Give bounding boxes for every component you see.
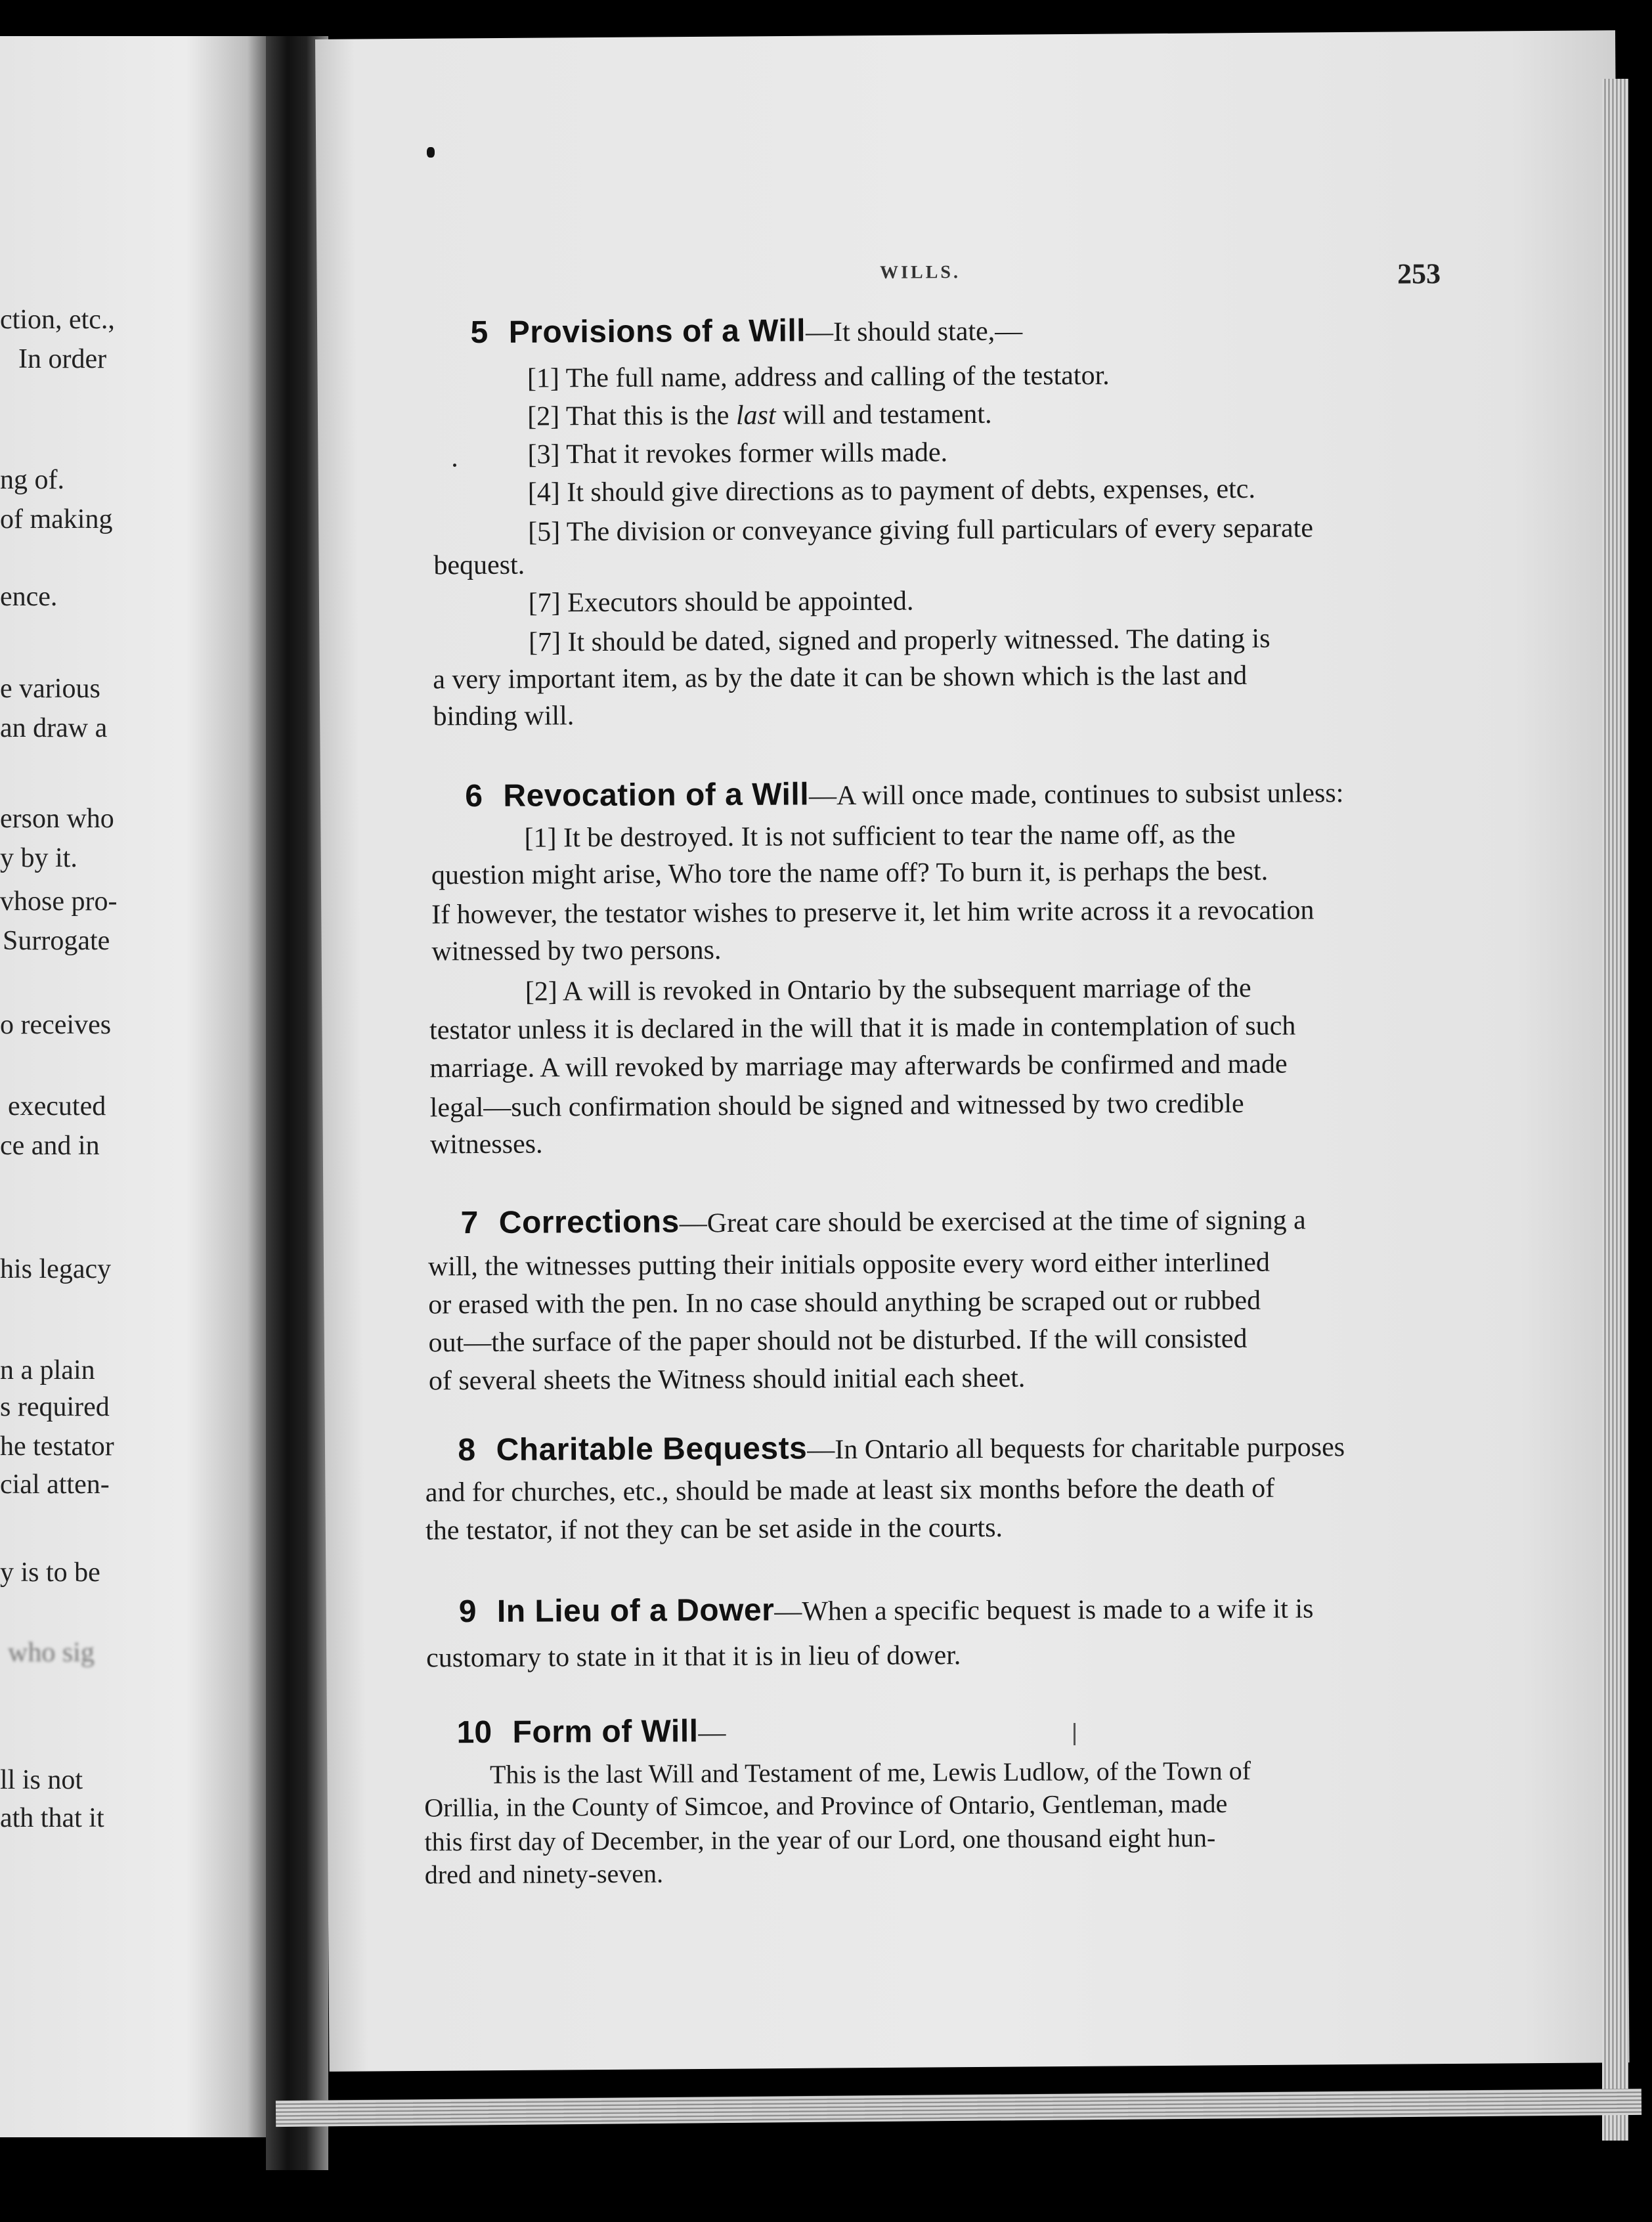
section-number: 10 (456, 1714, 492, 1751)
section-number: 8 (458, 1433, 476, 1468)
text-line: question might arise, Who tore the name off? To burn it, is perhaps the best. (431, 856, 1269, 891)
section-intro: —In Ontario all bequests for charitable purposes (807, 1432, 1345, 1466)
section-heading: Form of Will (512, 1714, 699, 1750)
list-text: will and testament. (782, 399, 992, 431)
text-line: the testator, if not they can be set aside in the courts. (425, 1512, 1003, 1546)
text-line: a very important item, as by the date it can be shown which is the last and (433, 660, 1248, 695)
left-line: o receives (0, 1010, 112, 1040)
page-number: 253 (1397, 257, 1441, 290)
text-line: [1] It be destroyed. It is not sufficient to tear the name off, as the (524, 819, 1236, 854)
left-line: e various (0, 674, 100, 704)
section-intro: — (698, 1718, 726, 1749)
left-line: ction, etc., (0, 305, 115, 335)
italic-word: last (735, 400, 776, 431)
section-intro: —It should state,— (805, 316, 1023, 348)
text-line: or erased with the pen. In no case should anything be scraped out or rubbed (428, 1285, 1261, 1320)
section-10-title-line (457, 1713, 726, 1753)
section-number: 6 (465, 778, 483, 814)
list-item (527, 396, 992, 435)
text-line: testator unless it is declared in the will that it is made in contemplation of such (429, 1011, 1296, 1046)
left-line: y by it. (0, 843, 77, 873)
text-line: marriage. A will revoked by marriage may afterwards be confirmed and made (429, 1049, 1288, 1084)
list-text: [2] That this is the (527, 400, 729, 432)
section-number: 5 (470, 315, 489, 351)
text-line: bequest. (433, 550, 525, 581)
section-heading: Charitable Bequests (496, 1431, 808, 1468)
left-line: vhose pro- (0, 886, 118, 917)
left-line: executed (8, 1091, 106, 1122)
section-heading: Provisions of a Will (508, 313, 806, 350)
running-head: WILLS. (879, 262, 961, 283)
left-line: Surrogate (3, 926, 110, 956)
left-line: ce and in (0, 1131, 100, 1161)
left-line: ence. (0, 582, 58, 612)
list-item: [1] The full name, address and calling of the testator. (527, 360, 1110, 394)
text-line: out—the surface of the paper should not be disturbed. If the will consisted (428, 1323, 1248, 1359)
section-heading: Corrections (498, 1204, 680, 1240)
list-item: [4] It should give directions as to payment of debts, expenses, etc. (527, 473, 1255, 508)
left-line: his legacy (0, 1254, 112, 1284)
section-8-title-line (458, 1427, 1345, 1470)
will-form-line: this first day of December, in the year of our Lord, one thousand eight hun- (424, 1823, 1216, 1857)
will-form-line: Orillia, in the County of Simcoe, and Province of Ontario, Gentleman, made (424, 1789, 1228, 1823)
list-item: [7] It should be dated, signed and properly witnessed. The dating is (528, 623, 1271, 658)
section-heading: In Lieu of a Dower (496, 1592, 775, 1629)
section-5-title-line (470, 312, 1022, 353)
text-line: customary to state in it that it is in lieu of dower. (425, 1640, 961, 1674)
left-line: who sig (8, 1638, 95, 1668)
left-line: cial atten- (0, 1470, 110, 1500)
list-item: [3] That it revokes former wills made. (527, 437, 948, 470)
section-9-title-line (459, 1589, 1314, 1632)
left-line: In order (18, 344, 107, 374)
left-line: ath that it (0, 1803, 104, 1833)
left-line: ll is not (0, 1765, 83, 1795)
left-line: of making (0, 504, 113, 534)
left-line: ng of. (0, 465, 64, 495)
will-form-line: dred and ninety-seven. (424, 1858, 664, 1890)
text-line: will, the witnesses putting their initials opposite every word either interlined (427, 1247, 1271, 1282)
left-line: an draw a (0, 713, 108, 743)
text-line: witnessed by two persons. (431, 935, 722, 967)
will-form-line: This is the last Will and Testament of me, Lewis Ludlow, of the Town of (489, 1755, 1251, 1789)
text-line: binding will. (433, 701, 575, 732)
text-line: [2] A will is revoked in Ontario by the subsequent marriage of the (525, 972, 1251, 1007)
list-item: [5] The division or conveyance giving full particulars of every separate (528, 513, 1314, 548)
left-line: n a plain (0, 1355, 95, 1385)
left-line: erson who (0, 804, 114, 834)
section-number: 7 (460, 1206, 479, 1241)
section-6-title-line (465, 773, 1343, 816)
text-line: If however, the testator wishes to preserve it, let him write across it a revocation (431, 895, 1315, 930)
section-7-title-line (461, 1200, 1306, 1243)
text-line: legal—such confirmation should be signed and witnessed by two credible (429, 1088, 1244, 1123)
text-line: and for churches, etc., should be made at least six months before the death of (425, 1473, 1275, 1508)
list-item: [7] Executors should be appointed. (528, 586, 914, 619)
left-line: s required (0, 1392, 110, 1422)
section-intro: —A will once made, continues to subsist unless: (808, 778, 1344, 812)
text-line: of several sheets the Witness should initial each sheet. (428, 1362, 1026, 1397)
section-number: 9 (458, 1594, 477, 1630)
left-line: he testator (0, 1431, 114, 1462)
text-line: witnesses. (429, 1129, 543, 1160)
section-intro: —When a specific bequest is made to a wife it is (774, 1594, 1314, 1627)
section-intro: —Great care should be exercised at the time of signing a (679, 1205, 1306, 1239)
left-line: y is to be (0, 1558, 100, 1588)
section-heading: Revocation of a Will (503, 777, 810, 814)
